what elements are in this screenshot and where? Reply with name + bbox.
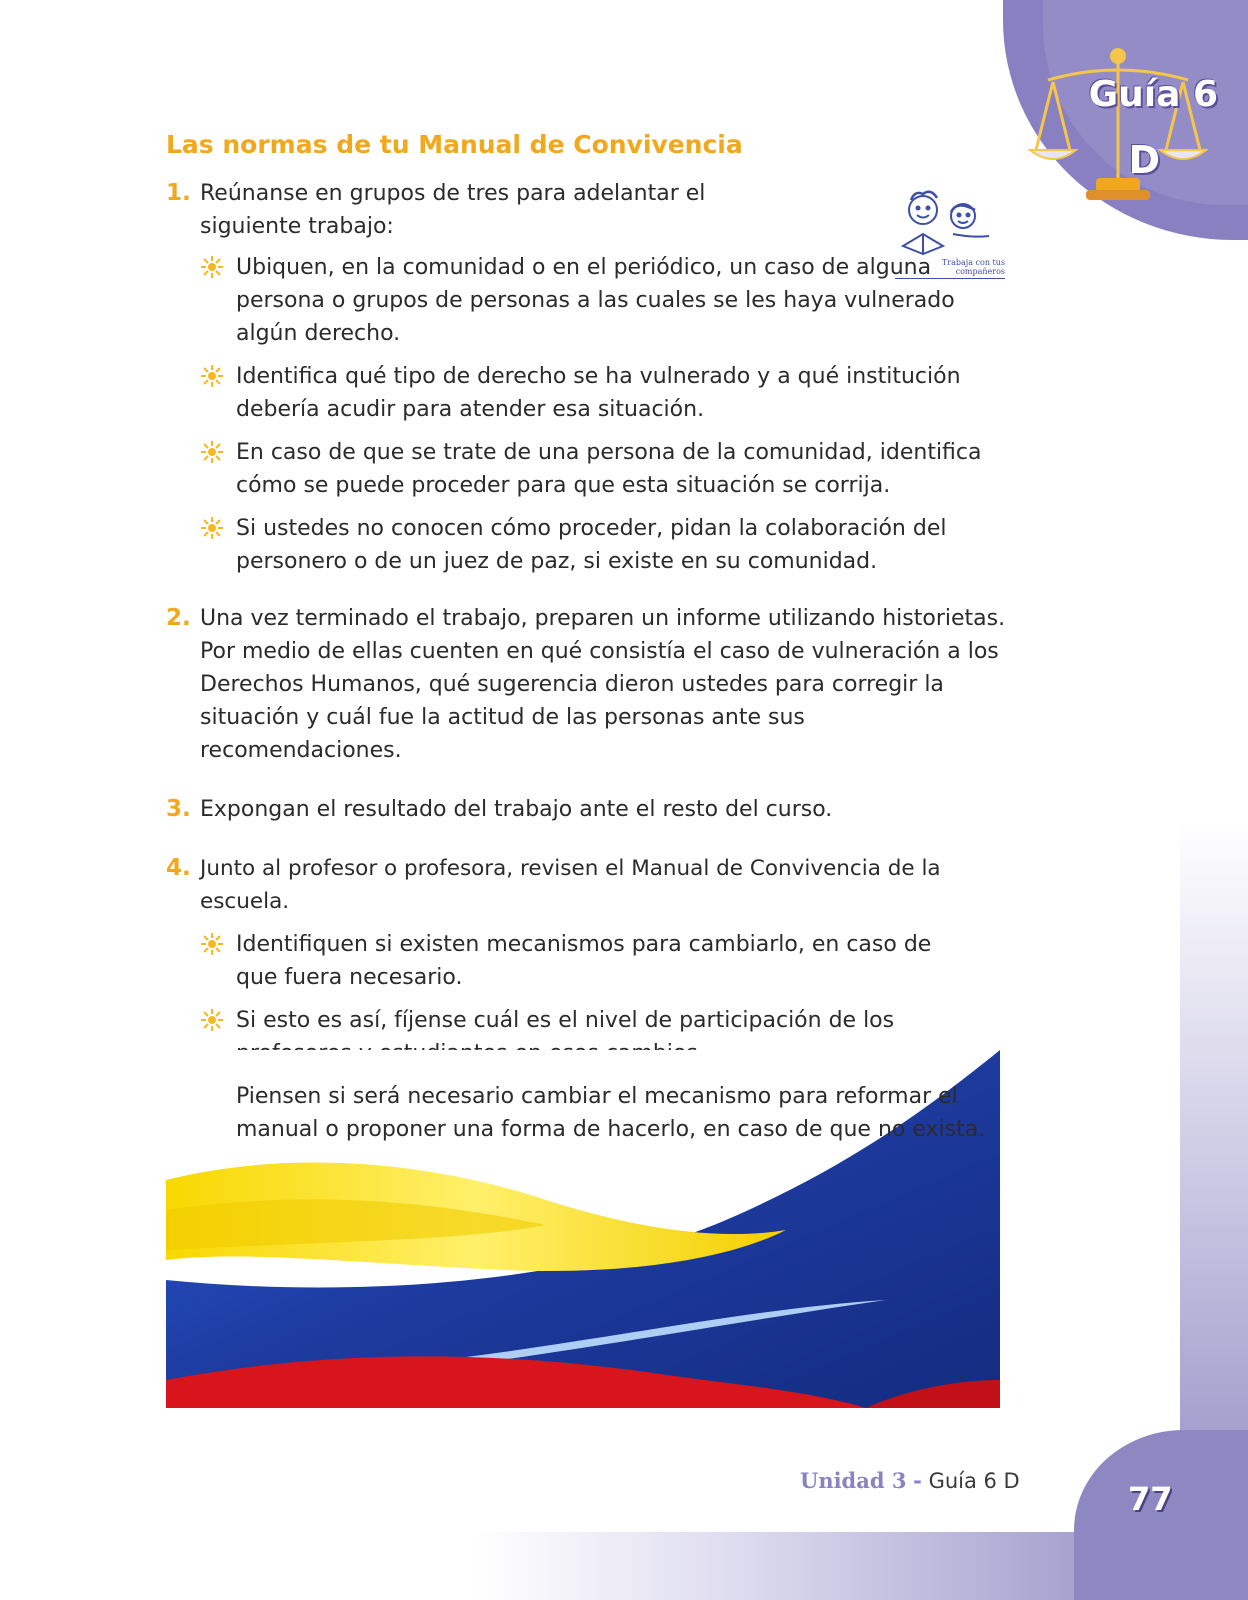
bottom-gradient-band: [0, 1532, 1248, 1600]
bullet-text: En caso de que se trate de una persona de la comunidad, identifica cómo se puede proceder para que esta situación se corrija.: [236, 440, 982, 498]
bullet-text: Piensen si será necesario cambiar el mecanismo para reformar el manual o proponer una forma de hacerlo, en caso de que no exista.: [236, 1084, 986, 1142]
sun-bullet-icon: [200, 364, 224, 388]
sun-bullet-icon: [200, 932, 224, 956]
sun-bullet-icon: [200, 516, 224, 540]
item-number: 3.: [166, 796, 191, 822]
item-number: 4.: [166, 855, 191, 881]
bullet-text: Identifiquen si existen mecanismos para cambiarlo, en caso de que fuera necesario.: [236, 932, 932, 990]
bullet-text: Si ustedes no conocen cómo proceder, pidan la colaboración del personero o de un juez de paz, si existe en su comunidad.: [236, 516, 947, 574]
bullet-text: Identifica qué tipo de derecho se ha vulnerado y a qué institución debería acudir para atender esa situación.: [236, 364, 961, 422]
section-title: Las normas de tu Manual de Convivencia: [166, 130, 743, 159]
list-item: [166, 793, 1006, 826]
sun-bullet-icon: [200, 1008, 224, 1032]
bullet-item: [200, 512, 1006, 578]
item-text: Expongan el resultado del trabajo ante el resto del curso.: [200, 797, 833, 822]
footer-guide: Guía 6 D: [928, 1469, 1020, 1493]
item-text: Una vez terminado el trabajo, preparen un informe utilizando historietas. Por medio de ellas cuenten en qué consistía el caso de vulneración a los Derechos Humanos, qué sugerencia dieron ustedes para corregir la situación y cuál fue la actitud de las personas ante sus recomendaciones.: [200, 606, 1006, 763]
sun-bullet-icon: [200, 255, 224, 279]
guide-label: Guía 6: [1088, 74, 1218, 115]
sun-bullet-icon: [200, 440, 224, 464]
scale-of-justice-icon: [1028, 40, 1208, 210]
teamwork-caption: Trabaja con tus compañeros: [895, 258, 1005, 279]
item-text: Reúnanse en grupos de tres para adelantar el siguiente trabajo:: [200, 181, 706, 239]
item-number: 1.: [166, 180, 191, 206]
list-item: [166, 602, 1006, 767]
item-text: Junto al profesor o profesora, revisen el Manual de Convivencia de la escuela.: [200, 856, 941, 914]
page-number: 77: [1128, 1480, 1173, 1518]
bullet-text: Ubiquen, en la comunidad o en el periódico, un caso de alguna persona o grupos de personas a las cuales se les haya vulnerado algún derecho.: [236, 255, 955, 346]
bullet-text: Si esto es así, fíjense cuál es el nivel de participación de los: [236, 1008, 895, 1033]
activity-content: [166, 130, 1006, 1146]
bullet-item: [200, 1080, 1006, 1146]
bullet-item: [200, 928, 1006, 994]
footer-unit: Unidad 3: [800, 1468, 907, 1493]
list-item: [166, 852, 1006, 1146]
bullet-item: [200, 251, 1006, 350]
item-number: 2.: [166, 605, 191, 631]
list-item: [166, 177, 1006, 578]
footer-separator: -: [913, 1469, 922, 1493]
footer-unit-label: [800, 1468, 1020, 1493]
bullet-item: [200, 360, 1006, 426]
bullet-item: [200, 436, 1006, 502]
guide-letter: D: [1128, 138, 1160, 182]
